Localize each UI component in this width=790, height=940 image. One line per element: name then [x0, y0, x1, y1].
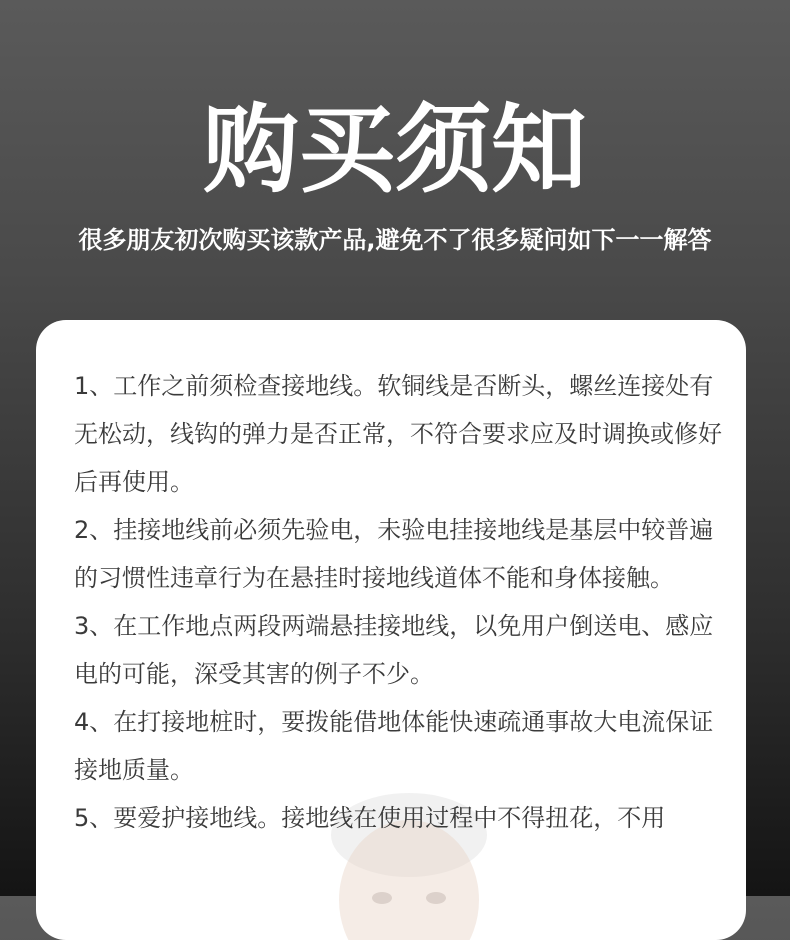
note-item-4: 4、在打接地桩时，要拨能借地体能快速疏通事故大电流保证接地质量。	[74, 708, 714, 784]
note-item-1: 1、工作之前须检查接地线。软铜线是否断头，螺丝连接处有无松动，线钩的弹力是否正常，不符合要求应及时调换或修好后再使用。	[74, 372, 722, 496]
page-title: 购买须知	[203, 94, 587, 206]
note-item-2: 2、挂接地线前必须先验电，未验电挂接地线是基层中较普遍的习惯性违章行为在悬挂时接地线道体不能和身体接触。	[74, 516, 714, 592]
notice-card	[36, 320, 746, 940]
note-item-3: 3、在工作地点两段两端悬挂接地线，以免用户倒送电、感应电的可能，深受其害的例子不少。	[74, 612, 714, 688]
note-item-5: 5、要爱护接地线。接地线在使用过程中不得扭花，不用	[74, 804, 666, 832]
notes-list	[74, 362, 724, 842]
page-subtitle: 很多朋友初次购买该款产品,避免不了很多疑问如下一一解答	[78, 226, 712, 254]
